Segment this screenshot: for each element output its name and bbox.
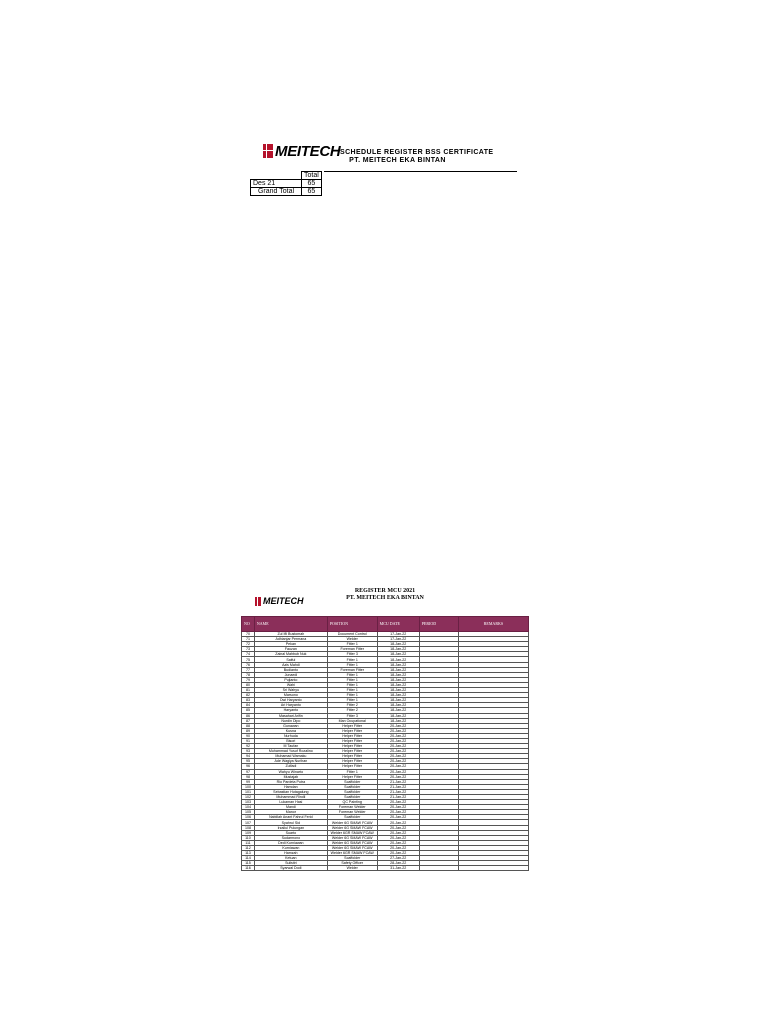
row-name: Nurhuda: [254, 733, 327, 738]
row-name: Marsono: [254, 693, 327, 698]
row-name: Gunawan: [254, 723, 327, 728]
row-no: 100: [242, 784, 255, 789]
row-position: Scaffolder: [327, 784, 377, 789]
row-name: M Taufan: [254, 744, 327, 749]
row-no: 91: [242, 738, 255, 743]
row-no: 109: [242, 830, 255, 835]
row-no: 78: [242, 672, 255, 677]
row-position: Scaffolder: [327, 795, 377, 800]
row-mcu-date: 18-Jan-22: [377, 688, 419, 693]
certificate-schedule-section: [250, 142, 520, 202]
row-no: 116: [242, 866, 255, 871]
row-no: 87: [242, 718, 255, 723]
row-no: 77: [242, 667, 255, 672]
row-name: Zainal Mahbub Nuk: [254, 652, 327, 657]
row-name: Mandi: [254, 805, 327, 810]
row-no: 83: [242, 698, 255, 703]
row-no: 88: [242, 723, 255, 728]
pivot-header: Total: [302, 172, 322, 180]
row-name: Bisori: [254, 738, 327, 743]
row-position: Fitter 1: [327, 677, 377, 682]
row-no: 112: [242, 845, 255, 850]
sheet-title: [340, 149, 494, 165]
mcu-table-body: [242, 632, 529, 871]
row-position: Fitter 1: [327, 672, 377, 677]
row-mcu-date: 20-Jan-22: [377, 851, 419, 856]
col-name: NAME: [254, 617, 327, 632]
col-remarks: REMARKS: [458, 617, 528, 632]
row-no: 72: [242, 642, 255, 647]
row-position: Fitter 3: [327, 652, 377, 657]
row-position: Helper Fitter: [327, 723, 377, 728]
row-position: Welder 6GR SMAW FCAW: [327, 851, 377, 856]
row-mcu-date: 20-Jan-22: [377, 840, 419, 845]
row-position: Welder: [327, 866, 377, 871]
row-position: Fitter 2: [327, 708, 377, 713]
row-name: Syarwal Dodi: [254, 866, 327, 871]
row-mcu-date: 18-Jan-22: [377, 698, 419, 703]
row-no: 75: [242, 657, 255, 662]
row-position: Welder 6G SMAW FCAW: [327, 825, 377, 830]
row-name: Nabiilah Anant Fahrul Ferid: [254, 815, 327, 820]
row-position: Helper Fitter: [327, 733, 377, 738]
row-position: Helper Fitter: [327, 754, 377, 759]
row-position: Welder: [327, 637, 377, 642]
row-name: Sulistiri: [254, 861, 327, 866]
row-mcu-date: 18-Jan-22: [377, 662, 419, 667]
row-name: Hamzah: [254, 851, 327, 856]
row-position: Fitter 1: [327, 642, 377, 647]
row-no: 113: [242, 851, 255, 856]
row-name: Wahyu Winarto: [254, 769, 327, 774]
row-no: 96: [242, 764, 255, 769]
company-logo: [263, 143, 340, 159]
row-position: Welder 6G SMAW FCAW: [327, 820, 377, 825]
row-mcu-date: 20-Jan-22: [377, 733, 419, 738]
row-mcu-date: 20-Jan-22: [377, 800, 419, 805]
row-name: Manor: [254, 810, 327, 815]
row-no: 93: [242, 749, 255, 754]
row-mcu-date: 18-Jan-22: [377, 703, 419, 708]
row-name: Muhammad Yusuf Rozalino: [254, 749, 327, 754]
row-position: Welder 6G SMAW FCAW: [327, 845, 377, 850]
row-mcu-date: 20-Jan-22: [377, 754, 419, 759]
row-period: [419, 866, 458, 871]
row-mcu-date: 20-Jan-22: [377, 728, 419, 733]
row-position: Scaffolder: [327, 815, 377, 820]
row-no: 98: [242, 774, 255, 779]
row-name: Pujianto: [254, 677, 327, 682]
row-no: 104: [242, 805, 255, 810]
title-divider: [324, 171, 517, 172]
row-position: Scaffolder: [327, 779, 377, 784]
col-period: PERIOD: [419, 617, 458, 632]
row-mcu-date: 18-Jan-22: [377, 682, 419, 687]
row-mcu-date: 18-Jan-22: [377, 642, 419, 647]
row-mcu-date: 18-Jan-22: [377, 713, 419, 718]
row-position: Helper Fitter: [327, 759, 377, 764]
mcu-title-line-2: PT. MEITECH EKA BINTAN: [346, 595, 424, 601]
row-name: Sebastian Hutagalung: [254, 789, 327, 794]
row-name: Azis Mahdi: [254, 662, 327, 667]
row-no: 76: [242, 662, 255, 667]
row-name: Muhamad Wamaku: [254, 754, 327, 759]
row-position: Helper Fitter: [327, 738, 377, 743]
row-no: 70: [242, 632, 255, 637]
row-mcu-date: 20-Jan-22: [377, 805, 419, 810]
row-position: QC Painting: [327, 800, 377, 805]
row-position: Safety Officer: [327, 861, 377, 866]
row-name: Ari Haryanto: [254, 703, 327, 708]
row-name: Irzaliul Pulungan: [254, 825, 327, 830]
row-mcu-date: 18-Jan-22: [377, 657, 419, 662]
row-name: Budianto: [254, 667, 327, 672]
row-no: 102: [242, 795, 255, 800]
row-no: 97: [242, 769, 255, 774]
row-mcu-date: 20-Jan-22: [377, 769, 419, 774]
row-no: 86: [242, 713, 255, 718]
row-name: Mustajab: [254, 774, 327, 779]
logo-mark-icon: [263, 144, 273, 158]
row-name: Ketuan: [254, 856, 327, 861]
row-mcu-date: 31-Jan-22: [377, 866, 419, 871]
table-row: [242, 866, 529, 871]
row-no: 103: [242, 800, 255, 805]
row-position: Document Control: [327, 632, 377, 637]
col-no: NO: [242, 617, 255, 632]
row-position: Fitter 1: [327, 662, 377, 667]
row-mcu-date: 20-Jan-22: [377, 774, 419, 779]
row-mcu-date: 21-Jan-22: [377, 789, 419, 794]
row-no: 89: [242, 728, 255, 733]
row-position: Helper Fitter: [327, 728, 377, 733]
row-name: Hamdan: [254, 784, 327, 789]
mcu-title-line-1: REGISTER MCU 2021: [354, 588, 416, 594]
row-mcu-date: 28-Jan-22: [377, 861, 419, 866]
row-position: Fitter 1: [327, 682, 377, 687]
row-no: 115: [242, 861, 255, 866]
row-mcu-date: 18-Jan-22: [377, 652, 419, 657]
row-no: 95: [242, 759, 255, 764]
row-no: 110: [242, 835, 255, 840]
row-mcu-date: 21-Jan-22: [377, 784, 419, 789]
row-mcu-date: 20-Jan-22: [377, 830, 419, 835]
row-name: Sri Wahyu: [254, 688, 327, 693]
row-mcu-date: 18-Jan-22: [377, 647, 419, 652]
row-no: 105: [242, 810, 255, 815]
row-position: Foreman Fitter: [327, 667, 377, 672]
row-no: 107: [242, 820, 255, 825]
row-name: Kusna: [254, 728, 327, 733]
title-line-1: SCHEDULE REGISTER BSS CERTIFICATE: [340, 149, 494, 156]
logo-mark-icon: [255, 597, 261, 606]
row-no: 71: [242, 637, 255, 642]
row-mcu-date: 17-Jan-22: [377, 632, 419, 637]
title-line-2: PT. MEITECH EKA BINTAN: [349, 157, 446, 164]
row-position: Helper Fitter: [327, 744, 377, 749]
row-no: 79: [242, 677, 255, 682]
row-name: Fauzan: [254, 647, 327, 652]
row-mcu-date: 20-Jan-22: [377, 835, 419, 840]
row-name: Syahrul Sid: [254, 820, 327, 825]
row-no: 111: [242, 840, 255, 845]
row-position: Fitter 1: [327, 693, 377, 698]
row-name: Dwi Haryanto: [254, 698, 327, 703]
row-mcu-date: 18-Jan-22: [377, 672, 419, 677]
row-position: Foreman Fitter: [327, 647, 377, 652]
row-position: Fitter 1: [327, 698, 377, 703]
row-name: Lukaman Hasi: [254, 800, 327, 805]
row-mcu-date: 20-Jan-22: [377, 815, 419, 820]
row-name: Sudarmono: [254, 835, 327, 840]
row-mcu-date: 18-Jan-22: [377, 667, 419, 672]
row-name: Zulfadi: [254, 764, 327, 769]
row-no: 74: [242, 652, 255, 657]
row-no: 92: [242, 744, 255, 749]
row-mcu-date: 20-Jan-22: [377, 845, 419, 850]
pivot-row-value: 65: [302, 180, 322, 188]
row-name: Ade Wagiya Nurihan: [254, 759, 327, 764]
row-name: Rio Pardeta Putra: [254, 779, 327, 784]
row-mcu-date: 18-Jan-22: [377, 693, 419, 698]
row-no: 106: [242, 815, 255, 820]
row-position: Foreman Welder: [327, 810, 377, 815]
row-position: Fitter 1: [327, 769, 377, 774]
mcu-table: [241, 616, 529, 871]
row-no: 81: [242, 688, 255, 693]
row-position: Fitter 1: [327, 657, 377, 662]
company-logo-small: [255, 596, 304, 606]
row-mcu-date: 20-Jan-22: [377, 723, 419, 728]
row-mcu-date: 20-Jan-22: [377, 749, 419, 754]
row-no: 94: [242, 754, 255, 759]
row-remarks: [458, 866, 528, 871]
col-mcu-date: MCU DATE: [377, 617, 419, 632]
logo-text: MEITECH: [275, 142, 341, 160]
row-mcu-date: 21-Jan-22: [377, 779, 419, 784]
logo-text: MEITECH: [263, 596, 304, 606]
row-position: Foreman Welder: [327, 805, 377, 810]
pivot-total-value: 65: [302, 188, 322, 196]
row-position: Fitter 2: [327, 703, 377, 708]
row-position: Welder 6G SMAW FCAW: [327, 840, 377, 845]
row-name: Pekan: [254, 642, 327, 647]
row-position: Helper Fitter: [327, 774, 377, 779]
row-no: 108: [242, 825, 255, 830]
row-mcu-date: 20-Jan-22: [377, 759, 419, 764]
pivot-corner: [251, 172, 302, 180]
row-name: Muhammad Rindil: [254, 795, 327, 800]
row-name: Dedi Kurniawan: [254, 840, 327, 845]
col-position: POSITION: [327, 617, 377, 632]
mcu-header-row: [242, 617, 529, 632]
row-position: Welder 6GR SMAW FCAW: [327, 830, 377, 835]
row-name: Zul Ifli Bustomah: [254, 632, 327, 637]
row-no: 73: [242, 647, 255, 652]
row-name: Wahi: [254, 682, 327, 687]
row-mcu-date: 18-Jan-22: [377, 718, 419, 723]
row-name: Saiful: [254, 657, 327, 662]
row-no: 80: [242, 682, 255, 687]
row-no: 101: [242, 789, 255, 794]
row-name: Haryanto: [254, 708, 327, 713]
row-name: Masahari Arifin: [254, 713, 327, 718]
row-mcu-date: 20-Jan-22: [377, 764, 419, 769]
row-position: Welder 6G SMAW FCAW: [327, 835, 377, 840]
row-name: Adhianjar Permana: [254, 637, 327, 642]
pivot-row-label: Des 21: [251, 180, 302, 188]
row-name: Nurdin Dipo: [254, 718, 327, 723]
row-position: Scaffolder: [327, 789, 377, 794]
row-no: 90: [242, 733, 255, 738]
row-no: 114: [242, 856, 255, 861]
row-position: Fitter 1: [327, 688, 377, 693]
row-mcu-date: 20-Jan-22: [377, 820, 419, 825]
row-position: Helper Fitter: [327, 764, 377, 769]
mcu-title: [335, 588, 435, 602]
row-mcu-date: 18-Jan-22: [377, 708, 419, 713]
row-name: Suarto: [254, 830, 327, 835]
row-mcu-date: 17-Jan-22: [377, 637, 419, 642]
row-no: 85: [242, 708, 255, 713]
row-mcu-date: 20-Jan-22: [377, 738, 419, 743]
row-no: 84: [242, 703, 255, 708]
row-mcu-date: 21-Jan-22: [377, 795, 419, 800]
row-position: Fitter 3: [327, 713, 377, 718]
row-mcu-date: 20-Jan-22: [377, 825, 419, 830]
pivot-total-label: Grand Total: [251, 188, 302, 196]
row-mcu-date: 27-Jan-22: [377, 856, 419, 861]
pivot-table: [250, 171, 322, 196]
row-position: Scaffolder: [327, 856, 377, 861]
row-mcu-date: 18-Jan-22: [377, 677, 419, 682]
row-position: Helper Fitter: [327, 749, 377, 754]
row-name: Junaedi: [254, 672, 327, 677]
row-no: 99: [242, 779, 255, 784]
row-position: Man Ocupational: [327, 718, 377, 723]
row-mcu-date: 20-Jan-22: [377, 744, 419, 749]
row-name: Kurniawan: [254, 845, 327, 850]
row-no: 82: [242, 693, 255, 698]
row-mcu-date: 20-Jan-22: [377, 810, 419, 815]
